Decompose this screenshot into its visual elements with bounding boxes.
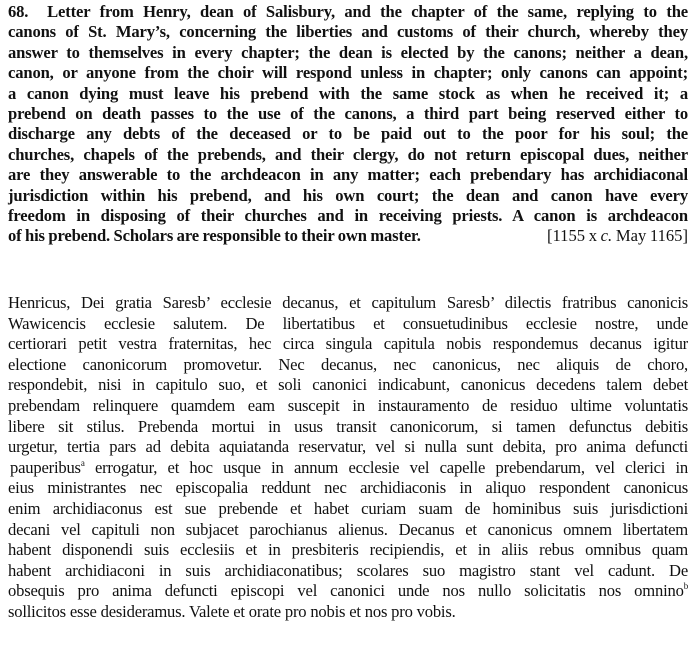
entry-heading [8, 2, 688, 247]
heading-line: 68. Letter from Henry, dean of Salisbury, and the chapter of the same, replying to the [8, 2, 688, 21]
latin-line: sollicitos esse desideramus. Valete et orate pro nobis et nos pro vobis. [8, 601, 456, 621]
heading-line: prebend on death passes to the use of the canons, a third part being reserved either to [8, 104, 688, 124]
latin-line: electione canonicorum promovetur. Nec decanus, nec canonicus, nec aliquis de choro, [8, 354, 688, 374]
latin-line: Henricus, Dei gratia Saresb’ ecclesie decanus, et capitulum Saresb’ dilectis fratribus canonicis [8, 293, 688, 312]
heading-line: canon, or anyone from the choir will respond unless in chapter; only canons can appoint; [8, 63, 688, 83]
latin-line: decani vel capituli non subjacet parochianus alienus. Decanus et canonicus omnem libertatem [8, 519, 688, 539]
heading-line: discharge any debts of the deceased or to be paid out to the poor for his soul; the [8, 124, 688, 144]
document-page [8, 2, 689, 621]
footnote-marker-b[interactable]: b [683, 581, 688, 592]
heading-line: freedom in disposing of their churches and in receiving priests. A canon is archdeacon [8, 206, 688, 226]
latin-line: certiorari petit vestra fraternitas, hec circa singula capitula nobis respondemus decanus igitur [8, 334, 688, 354]
heading-line: are they answerable to the archdeacon in any matter; each prebendary has archidiaconal [8, 165, 688, 185]
entry-number: 68. [8, 2, 29, 21]
heading-line: of his prebend. Scholars are responsible to their own master. [1155 x c. May 1165] [8, 226, 688, 246]
heading-line: answer to themselves in every chapter; the dean is elected by the canons; neither a dean, [8, 42, 688, 62]
latin-line: respondebit, nisi in capitulo suo, et soli canonici indicabunt, canonicus decedens talem debet [8, 375, 688, 395]
latin-text [8, 293, 688, 623]
heading-line: jurisdiction within his prebend, and his own court; the dean and canon have every [8, 185, 688, 205]
heading-line: a canon dying must leave his prebend with the same stock as when he received it; a [8, 83, 688, 103]
latin-line: urgetur, tertia pars ad debita aquiatanda reservatur, vel si nulla sunt debita, pro anima defuncti [8, 437, 688, 457]
heading-line: churches, chapels of the prebends, and their clergy, do not return episcopal dues, neither [8, 144, 688, 164]
heading-line: canons of St. Mary’s, concerning the liberties and customs of their church, whereby they [8, 22, 688, 42]
latin-line: pauperibus$^a$ errogatur, et hoc usque in annum ecclesie vel capelle prebendarum, vel clerici in [10, 457, 689, 477]
latin-line: habent archidiaconi in suis archidiaconatibus; scolares suo magistro stant vel cadunt. De [8, 560, 688, 580]
latin-line: libere sit stilus. Prebenda mortui in usus transit canonicorum, si tamen defunctus debitis [8, 416, 688, 436]
date-range: [1155 x c. May 1165] [546, 226, 688, 246]
latin-line: enim archidiaconus est sue prebende et habet curiam suam de hominibus suis jurisdictioni [8, 498, 688, 518]
latin-line: habent disponendi suis ecclesiis et in presbiteris recipiendis, et in aliis rebus omnibus quam [8, 540, 688, 560]
footnote-marker-a[interactable]: a [80, 457, 85, 468]
latin-line: Wawicencis ecclesie salutem. De libertatibus et consuetudinibus ecclesie nostre, unde [8, 313, 688, 333]
latin-line: eius ministrantes nec episcopalia reddunt nec archidiaconis in aliquo respondent canonicus [8, 478, 688, 498]
latin-line: prebendam relinquere quamdem eam suscepit in instauramento de residuo ultime voluntatis [8, 395, 688, 415]
latin-line: obsequis pro anima defuncti episcopi vel canonici unde nos nullo solicitatis nos omnino$^b$ [8, 581, 688, 601]
